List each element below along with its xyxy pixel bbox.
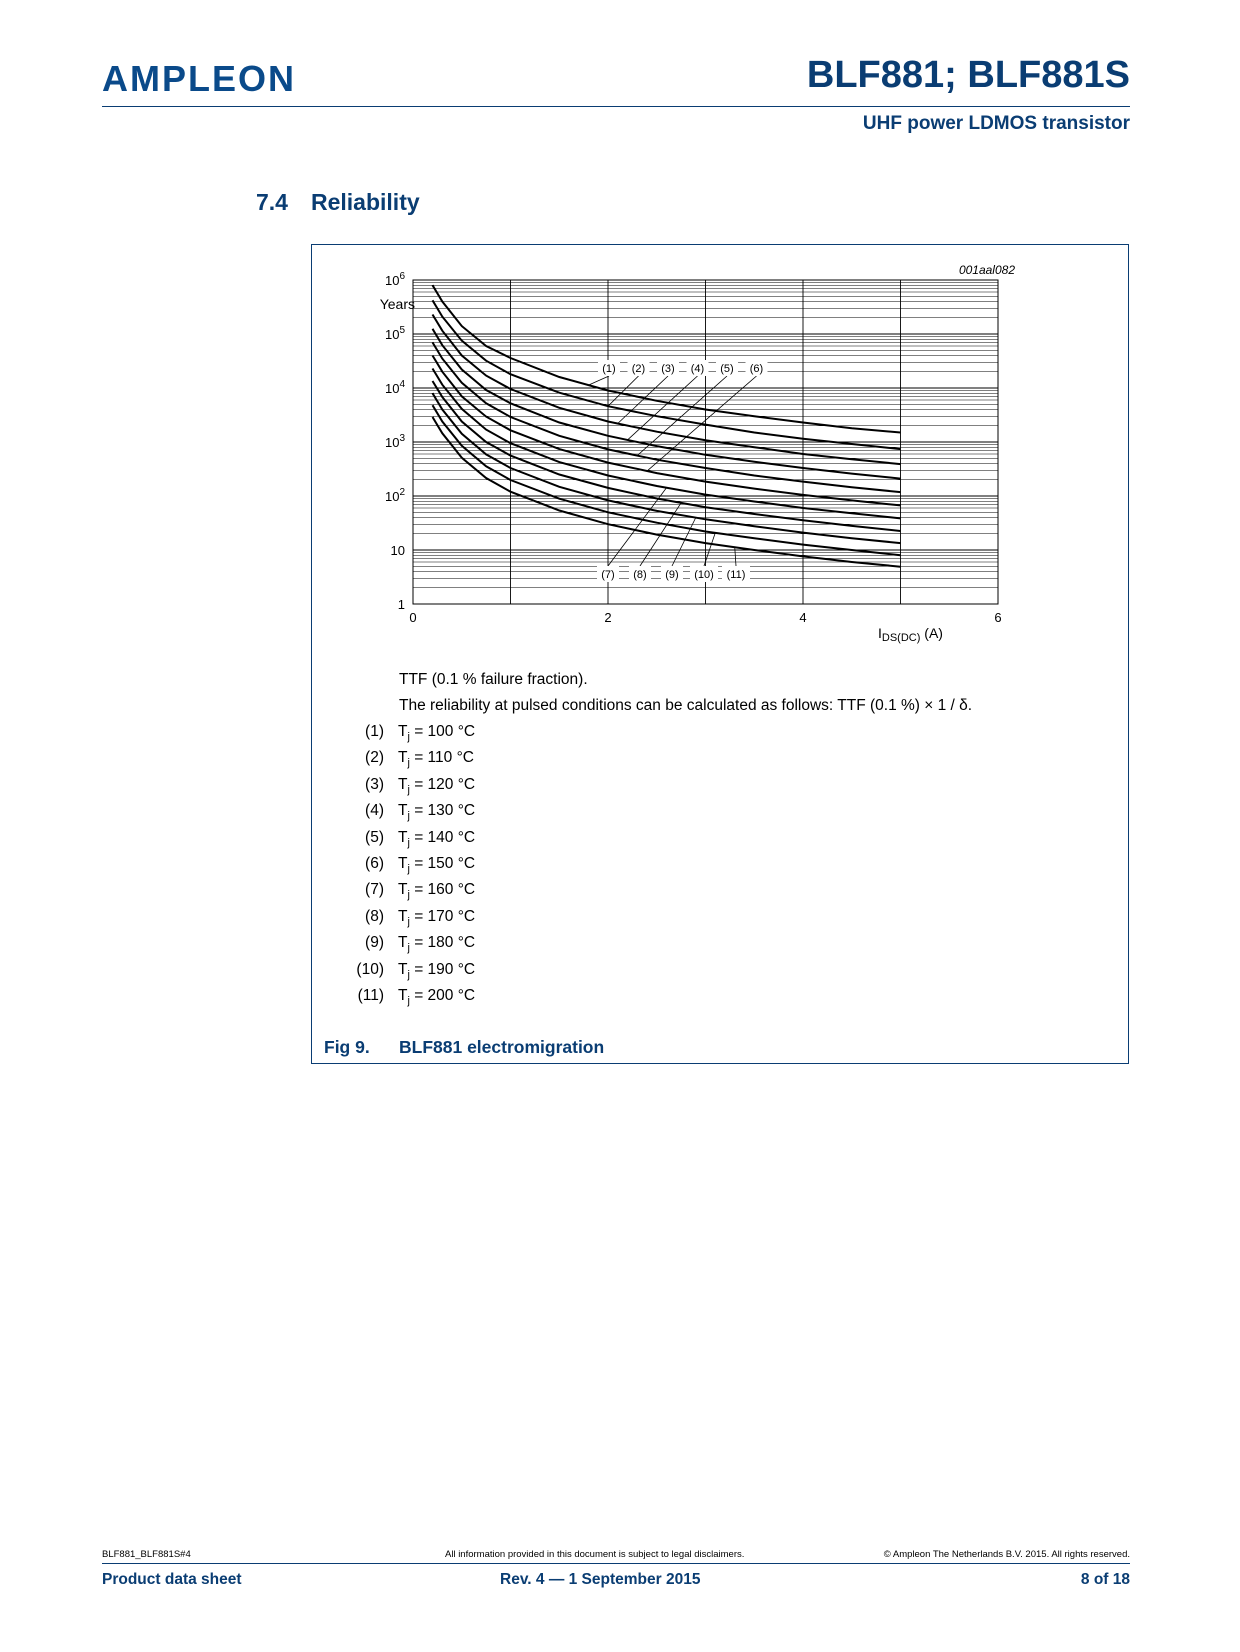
footer-doc-id: BLF881_BLF881S#4 (102, 1549, 191, 1560)
legend-item-number: (2) (365, 749, 384, 767)
y-axis-label: Years (379, 296, 415, 312)
y-tick-label: $10^5$ (384, 325, 405, 342)
series-label: (4) (690, 363, 705, 375)
legend-item-text: = 180 °C (409, 934, 476, 952)
figure-number: Fig 9. (324, 1037, 370, 1057)
y-tick-label: $10^2$ (384, 487, 405, 504)
y-tick-label: $10^4$ (384, 379, 405, 396)
legend-item-symbol: T (398, 749, 408, 767)
series-label: (2) (631, 363, 646, 375)
legend-item-number: (11) (357, 987, 384, 1004)
document-title: BLF881; BLF881S (806, 54, 1130, 96)
series-label: (5) (720, 363, 734, 375)
legend-item-text: = 140 °C (409, 828, 476, 846)
x-tick-label: 4 (799, 610, 807, 625)
legend-item-number: (9) (365, 934, 384, 952)
legend-item-subscript: j (407, 731, 410, 744)
legend-item (340, 987, 475, 1007)
legend-item-text: = 100 °C (409, 723, 476, 740)
legend-item-subscript: j (407, 889, 410, 902)
legend-item-symbol: T (398, 828, 408, 846)
series-label: (1) (602, 363, 616, 375)
legend-item-text: = 120 °C (409, 775, 476, 793)
y-tick-label: 1 (397, 597, 405, 612)
legend-item-subscript: j (407, 783, 410, 796)
footer-divider (102, 1563, 1130, 1564)
x-tick-label: 0 (409, 610, 417, 625)
legend-item-text: = 160 °C (409, 881, 476, 899)
figure-caption (324, 1037, 604, 1058)
legend-item-number: (10) (356, 960, 384, 978)
legend-item-number: (3) (365, 775, 384, 793)
chart-container (311, 244, 1129, 664)
series-line-6 (433, 356, 901, 506)
footer-doc-type: Product data sheet (102, 1571, 242, 1588)
legend-item-subscript: j (407, 968, 410, 981)
electromigration-chart (311, 244, 1129, 664)
series-label: (10) (694, 569, 714, 581)
x-axis-label (878, 625, 943, 644)
legend-item-symbol: T (398, 881, 408, 899)
label-leader-line (589, 376, 610, 385)
legend-item-symbol: T (398, 775, 408, 793)
chart-grid (413, 280, 998, 604)
y-tick-label: $10^3$ (384, 433, 405, 450)
x-axis-label-sub: DS(DC) (881, 632, 921, 644)
brand-name: AMPLEON (102, 58, 296, 99)
footer-disclaimer: All information provided in this document is subject to legal disclaimers. (445, 1549, 745, 1560)
series-label: (7) (601, 569, 615, 581)
header-divider (102, 106, 1130, 107)
y-tick-label: $10^6$ (384, 271, 405, 288)
legend-item-subscript: j (407, 810, 410, 823)
legend-item-number: (5) (365, 828, 384, 846)
series-label: (11) (726, 569, 746, 581)
section-number: 7.4 (256, 189, 288, 215)
series-label: (6) (749, 363, 764, 375)
y-tick-label: 10 (390, 543, 405, 558)
legend-item-subscript: j (407, 915, 410, 928)
legend-item-symbol: T (398, 855, 408, 872)
brand-logo (102, 58, 296, 100)
footer-revision: Rev. 4 — 1 September 2015 (500, 1571, 701, 1588)
section-heading (256, 189, 420, 216)
figure-code: 001aal082 (958, 263, 1015, 277)
legend-item (340, 776, 475, 796)
legend-item (340, 829, 475, 849)
legend-item-symbol: T (398, 960, 408, 978)
legend-item (340, 961, 475, 981)
legend-item-text: = 170 °C (409, 907, 476, 925)
legend-item-text: = 190 °C (409, 960, 476, 978)
series-line-9 (433, 393, 901, 543)
legend-item-symbol: T (398, 723, 408, 740)
legend-item-text: = 110 °C (409, 749, 474, 767)
legend-item (340, 749, 474, 769)
footer-page-number: 8 of 18 (1080, 1571, 1130, 1588)
legend-item-number: (6) (365, 855, 384, 872)
x-tick-label: 6 (994, 610, 1002, 625)
legend-item (340, 934, 475, 954)
series-line-1 (433, 285, 901, 432)
legend-item-subscript: j (407, 863, 410, 876)
legend-item-number: (7) (365, 881, 384, 899)
x-axis-label-unit: (A) (920, 625, 943, 641)
legend-item-subscript: j (407, 942, 410, 955)
legend-item-subscript: j (407, 836, 410, 849)
legend-item-symbol: T (398, 802, 408, 820)
legend-item-number: (8) (365, 907, 384, 925)
section-title: Reliability (311, 189, 420, 215)
legend-item-symbol: T (398, 934, 408, 952)
legend-item-text: = 200 °C (409, 987, 476, 1004)
legend-item-subscript: j (407, 995, 410, 1008)
label-leader-line (628, 376, 698, 440)
legend-item (340, 908, 475, 928)
x-axis-label-main: I (878, 625, 882, 641)
figure-caption-text: BLF881 electromigration (399, 1037, 605, 1057)
legend-item-symbol: T (398, 907, 408, 925)
document-subtitle: UHF power LDMOS transistor (862, 113, 1130, 134)
legend-item-number: (4) (365, 802, 384, 820)
series-label: (3) (661, 363, 675, 375)
footer-copyright: © Ampleon The Netherlands B.V. 2015. All rights reserved. (883, 1549, 1130, 1560)
series-line-10 (433, 405, 901, 555)
label-leader-line (672, 518, 696, 566)
legend-item (340, 855, 475, 875)
legend-item (340, 881, 475, 901)
figure-note-pulsed: The reliability at pulsed conditions can be calculated as follows: TTF (0.1 %) × 1 / δ. (399, 697, 973, 714)
legend-item-number: (1) (365, 723, 384, 740)
x-tick-label: 2 (604, 610, 612, 625)
legend-item-text: = 150 °C (409, 855, 476, 872)
figure-note-ttf: TTF (0.1 % failure fraction). (399, 671, 588, 688)
legend-item-symbol: T (398, 987, 408, 1004)
legend-item-text: = 130 °C (409, 802, 476, 820)
legend-item (340, 802, 475, 822)
legend-item-subscript: j (407, 757, 410, 770)
series-label: (9) (665, 569, 679, 581)
legend-item (340, 723, 475, 743)
series-label: (8) (633, 569, 647, 581)
